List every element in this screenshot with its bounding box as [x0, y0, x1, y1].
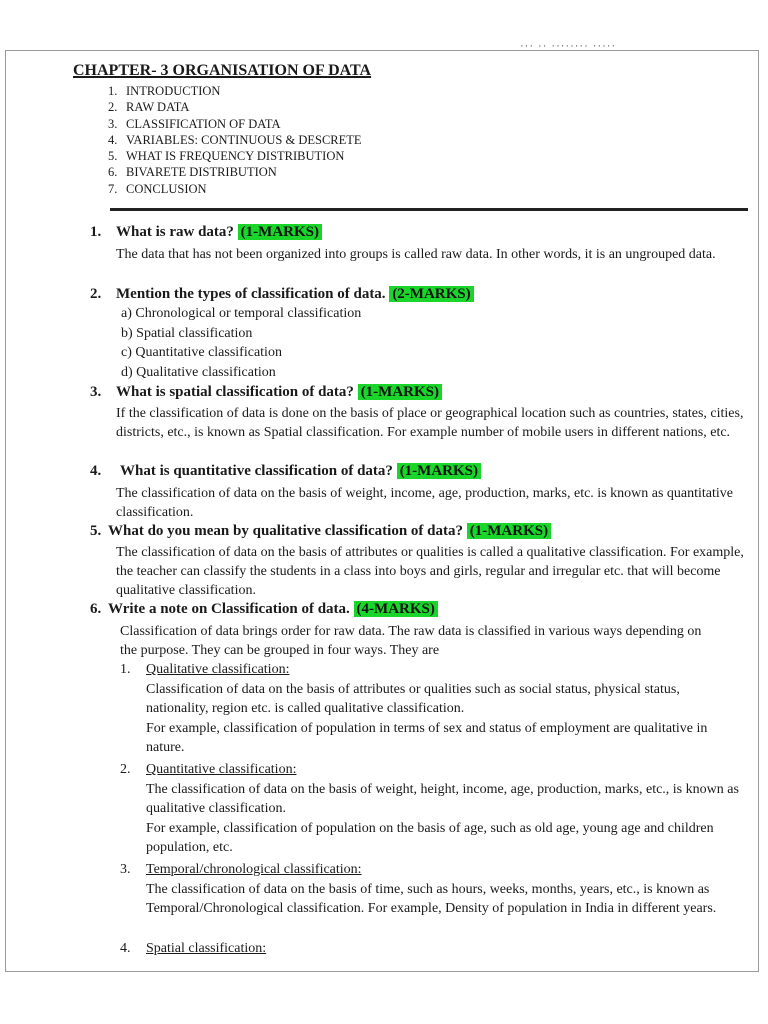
- subsection-2: 2. Quantitative classification: The classification of data on the basis of weight, height, income, age, production, marks, etc., is known as qualitative classification. For example, classification of population on the basis of age, such as old age, young age and children population, etc.: [120, 760, 750, 858]
- marks-badge: (2-MARKS): [389, 286, 473, 302]
- toc-item: 6. BIVARETE DISTRIBUTION: [108, 165, 277, 180]
- option-item: a) Chronological or temporal classification: [121, 306, 362, 321]
- section-divider: [110, 208, 748, 211]
- option-item: c) Quantitative classification: [121, 345, 282, 360]
- subsection-body: Classification of data on the basis of attributes or qualities such as social status, physical status, nationality, region etc. is called qualitative classification. For example, classification of population in terms of sex and status of employment are qualitative in nature.: [146, 681, 708, 755]
- option-item: d) Qualitative classification: [121, 364, 276, 380]
- toc-item: 4. VARIABLES: CONTINUOUS & DESCRETE: [108, 132, 362, 147]
- toc-item: 5. WHAT IS FREQUENCY DISTRIBUTION: [108, 149, 345, 164]
- answer-4: The classification of data on the basis of weight, income, age, production, marks, etc. is known as quantitative classification.: [116, 486, 733, 520]
- marks-badge: (1-MARKS): [358, 384, 442, 400]
- subsection-title: Temporal/chronological classification:: [146, 862, 362, 877]
- subsection-1: 1. Qualitative classification: Classification of data on the basis of attributes or qualities such as social status, physical status, nationality, region etc. is called qualitative classification. For example, classification of population in terms of sex and status of employment are qualitative in nature.: [120, 660, 732, 758]
- marks-badge: (1-MARKS): [238, 224, 322, 240]
- question-6: 6. Write a note on Classification of data. (4-MARKS): [90, 601, 438, 618]
- toc-item: 3. CLASSIFICATION OF DATA: [108, 116, 281, 131]
- question-5: 5. What do you mean by qualitative classification of data? (1-MARKS): [90, 523, 551, 540]
- answer-1: The data that has not been organized into groups is called raw data. In other words, it is an ungrouped data.: [116, 247, 716, 262]
- subsection-title: Quantitative classification:: [146, 762, 297, 777]
- subsection-body: The classification of data on the basis of weight, height, income, age, production, marks, etc., is known as qualitative classification. For example, classification of population on the basis of age, such as old age, young age and children population, etc.: [146, 781, 739, 855]
- subsection-4: 4. Spatial classification:: [120, 941, 267, 956]
- answer-6: Classification of data brings order for raw data. The raw data is classified in various ways depending on the purpose. They can be grouped in four ways. They are: [120, 624, 702, 658]
- answer-3: If the classification of data is done on the basis of place or geographical location such as countries, states, cities, districts, etc., is known as Spatial classification. For example number of mobile users in different nations, etc.: [116, 406, 744, 440]
- question-4: 4. What is quantitative classification of data? (1-MARKS): [90, 463, 481, 480]
- table-of-contents: [108, 83, 362, 197]
- subsection-title: Qualitative classification:: [146, 662, 290, 677]
- chapter-title: CHAPTER- 3 ORGANISATION OF DATA: [73, 62, 372, 79]
- header-scan-text: ··· ·· ········ ·····: [520, 40, 617, 52]
- subsection-3: 3. Temporal/chronological classification: The classification of data on the basis of time, such as hours, weeks, months, years, etc., is known as Temporal/Chronological classification. For example, Density of population in India in different years.: [120, 860, 730, 919]
- marks-badge: (1-MARKS): [397, 463, 481, 479]
- options-list: [121, 304, 361, 382]
- marks-badge: (4-MARKS): [354, 601, 438, 617]
- option-item: b) Spatial classification: [121, 325, 253, 341]
- question-1: 1. What is raw data? (1-MARKS): [90, 224, 322, 241]
- marks-badge: (1-MARKS): [467, 523, 551, 539]
- toc-item: 2. RAW DATA: [108, 100, 190, 115]
- answer-5: The classification of data on the basis of attributes or qualities is called a qualitative classification. For example, the teacher can classify the students in a class into boys and girls, regular and irregular etc. that will become qualitative classification.: [116, 545, 744, 598]
- question-2: 2. Mention the types of classification of data. (2-MARKS): [90, 286, 474, 303]
- toc-item: 1. INTRODUCTION: [108, 84, 221, 98]
- subsection-title: Spatial classification:: [146, 941, 267, 956]
- subsection-body: The classification of data on the basis of time, such as hours, weeks, months, years, etc., is known as Temporal/Chronological classification. For example, Density of population in India in different years.: [146, 881, 717, 916]
- toc-item: 7. CONCLUSION: [108, 181, 207, 196]
- question-3: 3. What is spatial classification of data? (1-MARKS): [90, 384, 442, 401]
